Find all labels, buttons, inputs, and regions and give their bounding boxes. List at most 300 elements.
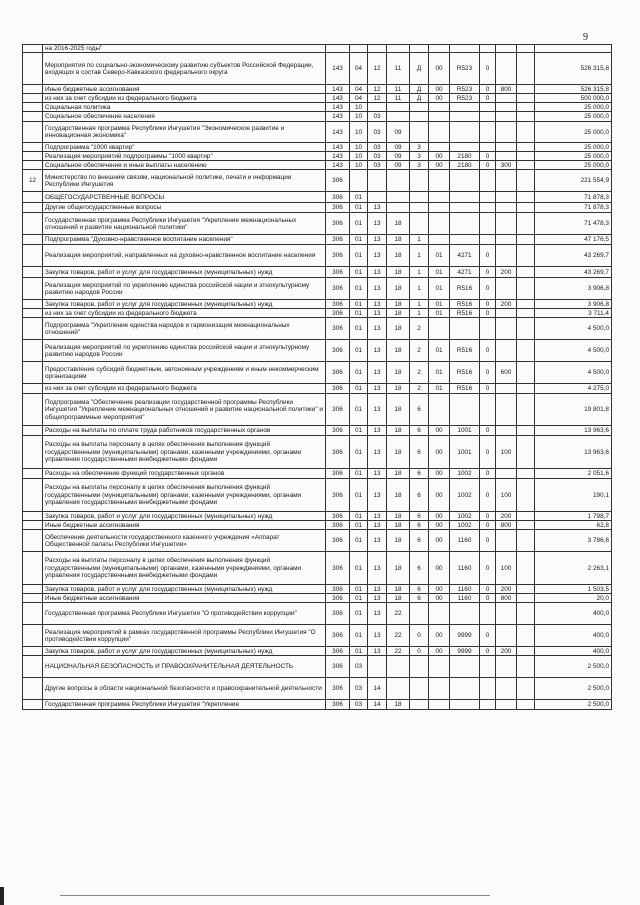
spacer-cell <box>517 469 535 479</box>
code-cell: 13 <box>368 552 387 585</box>
code-cell: 1 <box>410 267 429 278</box>
table-row <box>23 94 612 103</box>
code-cell: 0 <box>480 384 496 394</box>
code-cell <box>496 53 517 85</box>
code-cell: 6 <box>410 436 429 469</box>
spacer-cell <box>517 53 535 85</box>
item-name-cell: Государственная программа Республики Ингушетия "О противодействии коррупции" <box>43 603 326 625</box>
code-cell: 18 <box>387 213 410 235</box>
code-cell: 18 <box>387 594 410 603</box>
code-cell: 3 <box>410 161 429 170</box>
code-cell: 18 <box>387 235 410 245</box>
item-name-cell: Обеспечение деятельности государственного казенного учреждения «Аппарат Общественной палаты Республики Ингушетия» <box>43 530 326 552</box>
table-row <box>23 170 612 192</box>
row-number-cell <box>23 300 43 309</box>
row-number-cell <box>23 267 43 278</box>
table-row <box>23 469 612 479</box>
code-cell <box>496 469 517 479</box>
code-cell: 200 <box>496 267 517 278</box>
row-number-cell <box>23 245 43 267</box>
table-row <box>23 479 612 512</box>
code-cell <box>496 192 517 203</box>
spacer-cell <box>517 300 535 309</box>
table-row <box>23 309 612 318</box>
code-cell: R523 <box>450 94 480 103</box>
code-cell <box>410 678 429 700</box>
code-cell <box>410 112 429 122</box>
table-row <box>23 213 612 235</box>
code-cell: 18 <box>387 585 410 594</box>
code-cell: 09 <box>387 143 410 152</box>
amount-cell: 221 554,9 <box>535 170 612 192</box>
spacer-cell <box>517 585 535 594</box>
code-cell: R516 <box>450 340 480 362</box>
item-name-cell: Другие вопросы в области национальной безопасности и правоохранительной деятельности <box>43 678 326 700</box>
amount-cell: 4 500,0 <box>535 362 612 384</box>
code-cell <box>480 122 496 143</box>
code-cell <box>480 45 496 53</box>
code-cell: 0 <box>480 625 496 647</box>
amount-cell: 526 315,8 <box>535 85 612 94</box>
code-cell: 143 <box>326 152 350 161</box>
code-cell: 9999 <box>450 625 480 647</box>
code-cell: 13 <box>368 384 387 394</box>
code-cell <box>429 213 450 235</box>
row-number-cell <box>23 152 43 161</box>
code-cell <box>496 203 517 213</box>
code-cell: 01 <box>350 362 368 384</box>
row-number-cell <box>23 203 43 213</box>
code-cell: 306 <box>326 426 350 436</box>
code-cell <box>429 656 450 678</box>
item-name-cell: Закупка товаров, работ и услуг для государственных (муниципальных) нужд <box>43 647 326 656</box>
code-cell: 10 <box>350 112 368 122</box>
code-cell <box>387 656 410 678</box>
code-cell: 143 <box>326 112 350 122</box>
code-cell: 00 <box>429 94 450 103</box>
bottom-edge-mark <box>0 887 4 905</box>
code-cell <box>450 318 480 340</box>
amount-cell: 400,0 <box>535 603 612 625</box>
code-cell: 13 <box>368 213 387 235</box>
code-cell <box>450 656 480 678</box>
row-number-cell <box>23 530 43 552</box>
code-cell <box>450 192 480 203</box>
row-number-cell <box>23 678 43 700</box>
code-cell: 800 <box>496 594 517 603</box>
code-cell: 18 <box>387 469 410 479</box>
table-row <box>23 603 612 625</box>
code-cell: 306 <box>326 552 350 585</box>
code-cell: 1002 <box>450 521 480 530</box>
code-cell: 0 <box>480 512 496 521</box>
code-cell <box>410 656 429 678</box>
code-cell: 200 <box>496 300 517 309</box>
code-cell: 01 <box>429 362 450 384</box>
code-cell: 306 <box>326 700 350 710</box>
amount-cell: 3 906,8 <box>535 300 612 309</box>
amount-cell <box>535 45 612 53</box>
code-cell: 13 <box>368 318 387 340</box>
code-cell: 03 <box>368 112 387 122</box>
code-cell: 13 <box>368 479 387 512</box>
code-cell <box>429 203 450 213</box>
code-cell: 0 <box>410 625 429 647</box>
amount-cell: 25 000,0 <box>535 112 612 122</box>
code-cell: 0 <box>480 647 496 656</box>
amount-cell: 25 000,0 <box>535 122 612 143</box>
code-cell <box>480 143 496 152</box>
code-cell: 0 <box>480 521 496 530</box>
code-cell: 6 <box>410 479 429 512</box>
code-cell: 01 <box>429 267 450 278</box>
code-cell <box>368 192 387 203</box>
code-cell: 306 <box>326 594 350 603</box>
code-cell: 04 <box>350 85 368 94</box>
table-row <box>23 394 612 426</box>
row-number-cell <box>23 278 43 300</box>
code-cell: 13 <box>368 521 387 530</box>
code-cell: 01 <box>429 300 450 309</box>
code-cell: 01 <box>429 278 450 300</box>
code-cell: 18 <box>387 552 410 585</box>
spacer-cell <box>517 436 535 469</box>
spacer-cell <box>517 362 535 384</box>
spacer-cell <box>517 45 535 53</box>
code-cell <box>496 103 517 112</box>
row-number-cell <box>23 656 43 678</box>
amount-cell: 3 906,8 <box>535 278 612 300</box>
table-row <box>23 436 612 469</box>
spacer-cell <box>517 85 535 94</box>
code-cell: R516 <box>450 300 480 309</box>
code-cell <box>429 170 450 192</box>
code-cell: 306 <box>326 521 350 530</box>
code-cell: 09 <box>387 161 410 170</box>
amount-cell: 4 275,0 <box>535 384 612 394</box>
table-row <box>23 530 612 552</box>
code-cell <box>496 530 517 552</box>
row-number-cell <box>23 436 43 469</box>
code-cell: 18 <box>387 309 410 318</box>
code-cell: 01 <box>350 594 368 603</box>
item-name-cell: Иные бюджетные ассигнования <box>43 85 326 94</box>
spacer-cell <box>517 143 535 152</box>
code-cell <box>480 603 496 625</box>
code-cell: 03 <box>350 678 368 700</box>
code-cell: 0 <box>480 552 496 585</box>
code-cell <box>480 235 496 245</box>
row-number-cell <box>23 594 43 603</box>
code-cell: 1160 <box>450 594 480 603</box>
table-row <box>23 103 612 112</box>
code-cell: 01 <box>429 245 450 267</box>
code-cell <box>450 45 480 53</box>
code-cell: 13 <box>368 647 387 656</box>
table-row <box>23 656 612 678</box>
code-cell <box>429 103 450 112</box>
code-cell: 13 <box>368 594 387 603</box>
row-number-cell <box>23 45 43 53</box>
code-cell: R516 <box>450 384 480 394</box>
table-row <box>23 426 612 436</box>
code-cell <box>429 318 450 340</box>
code-cell: 03 <box>350 700 368 710</box>
row-number-cell <box>23 394 43 426</box>
code-cell: 01 <box>350 340 368 362</box>
code-cell: 12 <box>368 94 387 103</box>
code-cell: 306 <box>326 656 350 678</box>
item-name-cell: Другие общегосударственные вопросы <box>43 203 326 213</box>
code-cell <box>480 103 496 112</box>
spacer-cell <box>517 245 535 267</box>
code-cell: 18 <box>387 436 410 469</box>
code-cell: 306 <box>326 384 350 394</box>
code-cell: 6 <box>410 594 429 603</box>
code-cell: 306 <box>326 530 350 552</box>
table-row <box>23 647 612 656</box>
code-cell: R523 <box>450 53 480 85</box>
code-cell <box>429 678 450 700</box>
code-cell <box>410 213 429 235</box>
item-name-cell: Подпрограмма "1000 квартир" <box>43 143 326 152</box>
code-cell: 18 <box>387 362 410 384</box>
code-cell: 1001 <box>450 436 480 469</box>
table-row <box>23 192 612 203</box>
item-name-cell: Иные бюджетные ассигнования <box>43 594 326 603</box>
item-name-cell: на 2016-2025 годы" <box>43 45 326 53</box>
spacer-cell <box>517 170 535 192</box>
amount-cell: 2 263,1 <box>535 552 612 585</box>
code-cell: 306 <box>326 278 350 300</box>
code-cell <box>410 603 429 625</box>
code-cell <box>387 103 410 112</box>
code-cell: 0 <box>480 309 496 318</box>
code-cell <box>450 103 480 112</box>
row-number-cell <box>23 85 43 94</box>
item-name-cell: Иные бюджетные ассигнования <box>43 521 326 530</box>
spacer-cell <box>517 203 535 213</box>
code-cell: 18 <box>387 245 410 267</box>
code-cell: 1001 <box>450 426 480 436</box>
code-cell: 00 <box>429 161 450 170</box>
spacer-cell <box>517 479 535 512</box>
code-cell <box>368 170 387 192</box>
code-cell <box>496 170 517 192</box>
code-cell <box>450 203 480 213</box>
code-cell: 0 <box>480 245 496 267</box>
code-cell: 11 <box>387 53 410 85</box>
code-cell: 0 <box>480 340 496 362</box>
item-name-cell: Подпрограмма "Духовно-нравственное воспитание населения" <box>43 235 326 245</box>
code-cell: 800 <box>496 521 517 530</box>
spacer-cell <box>517 384 535 394</box>
row-number-cell <box>23 603 43 625</box>
code-cell: 306 <box>326 585 350 594</box>
code-cell: 306 <box>326 394 350 426</box>
code-cell: 0 <box>480 362 496 384</box>
code-cell: 14 <box>368 678 387 700</box>
spacer-cell <box>517 625 535 647</box>
item-name-cell: Закупка товаров, работ и услуг для государственных (муниципальных) нужд <box>43 512 326 521</box>
code-cell <box>496 94 517 103</box>
code-cell: 0 <box>480 469 496 479</box>
code-cell <box>496 340 517 362</box>
item-name-cell: из них за счет субсидии из федерального бюджета <box>43 309 326 318</box>
code-cell: R523 <box>450 85 480 94</box>
code-cell: 0 <box>480 85 496 94</box>
code-cell: 4271 <box>450 267 480 278</box>
row-number-cell <box>23 103 43 112</box>
code-cell <box>480 112 496 122</box>
code-cell: 0 <box>480 530 496 552</box>
amount-cell: 1 503,5 <box>535 585 612 594</box>
amount-cell: 71 878,3 <box>535 192 612 203</box>
code-cell <box>450 603 480 625</box>
code-cell: 13 <box>368 436 387 469</box>
code-cell: 01 <box>350 647 368 656</box>
code-cell: 143 <box>326 143 350 152</box>
item-name-cell: Предоставление субсидий бюджетным, автономным учреждениям и иным некоммерческим организациям <box>43 362 326 384</box>
code-cell: 100 <box>496 479 517 512</box>
code-cell: 03 <box>368 143 387 152</box>
code-cell: 01 <box>350 309 368 318</box>
code-cell <box>480 678 496 700</box>
code-cell: 200 <box>496 585 517 594</box>
item-name-cell: Подпрограмма "Укрепление единства народов и гармонизация межнациональных отношений" <box>43 318 326 340</box>
amount-cell: 3 786,6 <box>535 530 612 552</box>
spacer-cell <box>517 512 535 521</box>
item-name-cell: Расходы на выплаты персоналу в целях обеспечения выполнения функций государственными (муниципальными) органами, казенными учреждениями, органами управления государственными внебюджетными фондами <box>43 552 326 585</box>
row-number-cell: 12 <box>23 170 43 192</box>
code-cell: 13 <box>368 309 387 318</box>
code-cell: 1 <box>410 300 429 309</box>
code-cell: 03 <box>368 122 387 143</box>
row-number-cell <box>23 625 43 647</box>
code-cell: 03 <box>368 152 387 161</box>
row-number-cell <box>23 112 43 122</box>
amount-cell: 25 000,0 <box>535 161 612 170</box>
item-name-cell: ОБЩЕГОСУДАРСТВЕННЫЕ ВОПРОСЫ <box>43 192 326 203</box>
code-cell: 22 <box>387 625 410 647</box>
code-cell <box>410 170 429 192</box>
code-cell: 1 <box>410 309 429 318</box>
amount-cell: 43 269,7 <box>535 245 612 267</box>
amount-cell: 62,8 <box>535 521 612 530</box>
code-cell: 2180 <box>450 152 480 161</box>
code-cell <box>496 309 517 318</box>
code-cell: 100 <box>496 552 517 585</box>
spacer-cell <box>517 161 535 170</box>
code-cell: 18 <box>387 512 410 521</box>
code-cell <box>450 170 480 192</box>
code-cell: 1 <box>410 278 429 300</box>
code-cell: 00 <box>429 85 450 94</box>
code-cell: 800 <box>496 85 517 94</box>
code-cell: 01 <box>350 384 368 394</box>
code-cell: 00 <box>429 152 450 161</box>
code-cell: 01 <box>350 203 368 213</box>
code-cell: 306 <box>326 678 350 700</box>
code-cell: 306 <box>326 362 350 384</box>
code-cell <box>429 112 450 122</box>
code-cell: 306 <box>326 647 350 656</box>
code-cell: 306 <box>326 340 350 362</box>
code-cell: 03 <box>350 656 368 678</box>
code-cell: 10 <box>350 103 368 112</box>
code-cell: 14 <box>368 700 387 710</box>
code-cell: 01 <box>350 192 368 203</box>
code-cell <box>368 45 387 53</box>
amount-cell: 500 000,0 <box>535 94 612 103</box>
item-name-cell: Реализация мероприятий подпрограммы "1000 квартир" <box>43 152 326 161</box>
spacer-cell <box>517 309 535 318</box>
code-cell <box>350 170 368 192</box>
code-cell <box>480 394 496 426</box>
code-cell: 6 <box>410 394 429 426</box>
amount-cell: 13 963,6 <box>535 426 612 436</box>
code-cell: 13 <box>368 394 387 426</box>
code-cell: 1002 <box>450 512 480 521</box>
amount-cell: 400,0 <box>535 625 612 647</box>
code-cell: 18 <box>387 318 410 340</box>
amount-cell: 25 000,0 <box>535 143 612 152</box>
item-name-cell: Государственная программа Республики Ингушетия "Укрепление <box>43 700 326 710</box>
code-cell: 00 <box>429 530 450 552</box>
code-cell: 01 <box>350 479 368 512</box>
code-cell: 13 <box>368 300 387 309</box>
code-cell: 18 <box>387 340 410 362</box>
row-number-cell <box>23 552 43 585</box>
bottom-scan-line <box>60 895 490 896</box>
code-cell: 143 <box>326 94 350 103</box>
code-cell: 0 <box>480 267 496 278</box>
item-name-cell: Министерство по внешним связям, национальной политике, печати и информации Республики Ингушетия <box>43 170 326 192</box>
code-cell <box>496 318 517 340</box>
code-cell <box>496 235 517 245</box>
code-cell <box>429 45 450 53</box>
row-number-cell <box>23 469 43 479</box>
code-cell <box>429 143 450 152</box>
code-cell: 01 <box>350 469 368 479</box>
code-cell: R516 <box>450 278 480 300</box>
amount-cell: 4 500,0 <box>535 340 612 362</box>
code-cell <box>480 213 496 235</box>
code-cell: 1002 <box>450 479 480 512</box>
code-cell <box>326 45 350 53</box>
code-cell: 18 <box>387 700 410 710</box>
code-cell <box>496 700 517 710</box>
code-cell: 306 <box>326 512 350 521</box>
item-name-cell: Реализация мероприятий, направленных на духовно-нравственное воспитание населения <box>43 245 326 267</box>
code-cell: 100 <box>496 436 517 469</box>
code-cell: 13 <box>368 235 387 245</box>
table-row <box>23 552 612 585</box>
code-cell: 04 <box>350 94 368 103</box>
code-cell <box>496 122 517 143</box>
table-row <box>23 300 612 309</box>
row-number-cell <box>23 700 43 710</box>
amount-cell: 71 478,3 <box>535 213 612 235</box>
code-cell: 04 <box>350 53 368 85</box>
code-cell: 00 <box>429 625 450 647</box>
code-cell: 200 <box>496 512 517 521</box>
code-cell: Д <box>410 94 429 103</box>
spacer-cell <box>517 122 535 143</box>
code-cell: 00 <box>429 521 450 530</box>
spacer-cell <box>517 278 535 300</box>
amount-cell: 2 500,0 <box>535 678 612 700</box>
